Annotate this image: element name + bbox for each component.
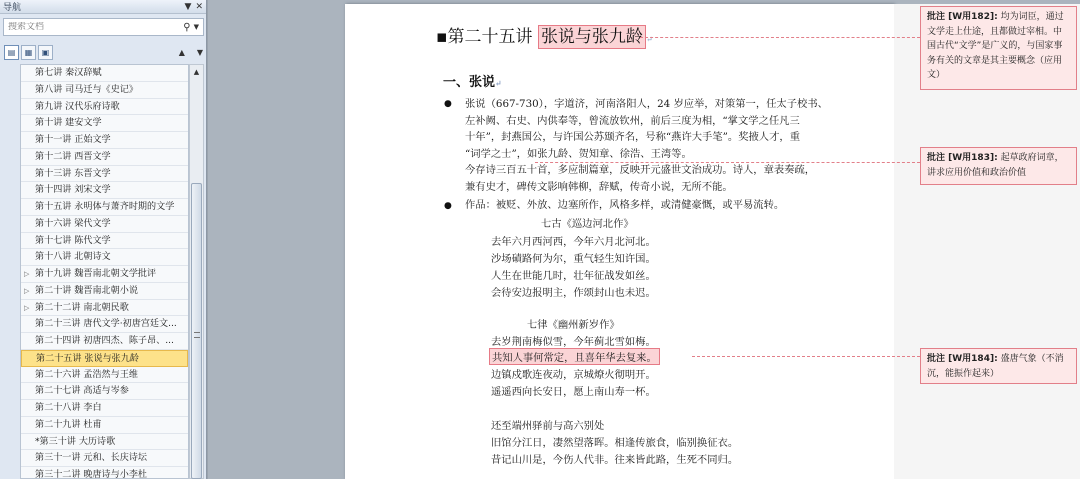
- nav-item[interactable]: 第二十六讲 孟浩然与王维: [21, 367, 188, 384]
- nav-item[interactable]: ▷ 第二十讲 魏晋南北朝小说: [21, 283, 188, 300]
- nav-item[interactable]: 第二十三讲 唐代文学·初唐宫廷文...: [21, 316, 188, 333]
- bio-paragraph[interactable]: [465, 96, 828, 196]
- heading-list: [20, 64, 189, 479]
- nav-item[interactable]: 第十一讲 正始文学: [21, 132, 188, 149]
- search-icon[interactable]: ⚲: [183, 21, 191, 33]
- comment-balloon[interactable]: [920, 6, 1077, 90]
- nav-item[interactable]: 第二十七讲 高适与岑参: [21, 383, 188, 400]
- thumbnails-icon: ▦: [24, 47, 33, 57]
- nav-item[interactable]: 第二十四讲 初唐四杰、陈子昂、...: [21, 333, 188, 350]
- previous-heading-icon[interactable]: ▲: [178, 47, 185, 57]
- nav-item[interactable]: 第十七讲 陈代文学: [21, 233, 188, 250]
- headings-icon: ▤: [7, 47, 16, 57]
- next-heading-icon[interactable]: ▼: [196, 47, 203, 57]
- comment-balloon[interactable]: [920, 147, 1077, 185]
- title-highlight[interactable]: 张说与张九龄: [538, 25, 646, 49]
- bullet-icon: ●: [444, 99, 452, 109]
- section-heading[interactable]: 一、张说↵: [443, 75, 502, 90]
- scroll-up-icon[interactable]: ▲: [193, 68, 200, 76]
- comment-text: 均为词臣，通过文学走上仕途，且都做过宰相。中国古代“文学”是广义的，与国家事务有关的文章是其主要概念（应用文）: [927, 12, 1064, 80]
- bio-line: 兼有史才，碑传文影响韩柳，辞赋，传奇小说，无所不能。: [465, 180, 733, 193]
- nav-header: [0, 0, 206, 14]
- chevron-down-icon[interactable]: ▼: [193, 23, 199, 31]
- comment-label: 批注 [W用182]:: [927, 12, 998, 22]
- poem-line[interactable]: 去年六月西河西，今年六月北河北。: [491, 236, 656, 248]
- comment-connector: [640, 37, 920, 38]
- nav-options-icon[interactable]: ▼: [184, 1, 192, 12]
- comment-text: 起草政府词章，讲求应用价值和政治价值: [927, 153, 1064, 178]
- works-paragraph[interactable]: 作品：被贬、外放、边塞所作，风格多样，或清健豪慨，或平易流转。: [465, 199, 785, 211]
- headings-view-tab[interactable]: [4, 45, 19, 60]
- bio-line: “词学之士”，如张九龄、贺知章、徐浩、王湾等。: [465, 147, 692, 160]
- nav-view-tabs: [4, 44, 203, 60]
- comment-balloon[interactable]: [920, 348, 1077, 384]
- nav-item[interactable]: 第十二讲 西晋文学: [21, 149, 188, 166]
- results-icon: ▣: [41, 47, 50, 57]
- nav-item[interactable]: 第十八讲 北朝诗文: [21, 249, 188, 266]
- poem-title[interactable]: 还至端州驿前与高六别处: [491, 420, 605, 432]
- poem-line[interactable]: 遥遥西向长安日，愿上南山寿一杯。: [491, 386, 656, 398]
- bio-line: 今存诗三百五十首，多应制篇章，反映开元盛世文治成功。诗人，章表奏疏，: [465, 164, 816, 177]
- comment-label: 批注 [W用184]:: [927, 354, 998, 364]
- nav-item[interactable]: 第十五讲 永明体与萧齐时期的文学: [21, 199, 188, 216]
- nav-item[interactable]: 第十讲 建安文学: [21, 115, 188, 132]
- page-title[interactable]: [436, 22, 653, 47]
- comment-label: 批注 [W用183]:: [927, 153, 998, 163]
- scrollbar-thumb[interactable]: [191, 183, 202, 479]
- nav-item[interactable]: 第三十二讲 晚唐诗与小李杜: [21, 467, 188, 479]
- poem-line[interactable]: 旧馆分江日，凄然望落晖。相逢传旅食，临别换征衣。: [491, 437, 739, 449]
- poem-line[interactable]: 边镇戍歌连夜动，京城燎火彻明开。: [491, 369, 656, 381]
- expand-triangle-icon[interactable]: ▷: [24, 286, 30, 295]
- pages-view-tab[interactable]: [21, 45, 36, 60]
- poem-line[interactable]: 会待安边报明主，作颂封山也未迟。: [491, 287, 656, 299]
- bio-line: 十年”，封燕国公，与许国公苏颋齐名，号称“燕许大手笔”。奖掖人才，重: [465, 131, 800, 144]
- nav-item[interactable]: 第二十九讲 杜甫: [21, 417, 188, 434]
- bullet-icon: ●: [444, 201, 452, 211]
- nav-scrollbar[interactable]: [189, 64, 204, 479]
- poem-line[interactable]: 沙场磧路何为尔，重气轻生知许国。: [491, 253, 656, 265]
- nav-title: 导航: [3, 3, 22, 13]
- poem-line[interactable]: 昔记山川是，今伤人代非。往来皆此路，生死不同归。: [491, 454, 739, 466]
- nav-item[interactable]: ▷ 第二十二讲 南北朝民歌: [21, 300, 188, 317]
- nav-item[interactable]: 第七讲 秦汉辞赋: [21, 65, 188, 82]
- nav-item-selected[interactable]: 第二十五讲 张说与张九龄: [21, 350, 188, 367]
- paragraph-mark-icon: ↵: [645, 35, 653, 44]
- bullet-icon: ▪: [436, 27, 448, 47]
- poem-title[interactable]: 七古《巡边河北作》: [541, 218, 634, 230]
- nav-item[interactable]: 第九讲 汉代乐府诗歌: [21, 99, 188, 116]
- nav-item[interactable]: 第十三讲 东晋文学: [21, 166, 188, 183]
- nav-search-box[interactable]: [3, 18, 204, 36]
- comment-text: 盛唐气象（不消沉，能振作起来）: [927, 354, 1064, 379]
- bio-line: 左补阙、右史、内供奉等，曾流放钦州，前后三度为相，“掌文学之任凡三: [465, 114, 800, 127]
- nav-item[interactable]: ▷ 第十九讲 魏晋南北朝文学批评: [21, 266, 188, 283]
- paragraph-mark-icon: ↵: [495, 78, 502, 88]
- nav-item[interactable]: 第八讲 司马迁与《史记》: [21, 82, 188, 99]
- expand-triangle-icon[interactable]: ▷: [24, 303, 30, 312]
- title-prefix: 第二十五讲: [447, 27, 533, 47]
- comment-connector: [535, 162, 920, 163]
- nav-item[interactable]: 第三十一讲 元和、长庆诗坛: [21, 450, 188, 467]
- navigation-pane: [0, 0, 207, 479]
- nav-item[interactable]: 第二十八讲 李白: [21, 400, 188, 417]
- poem-line[interactable]: 去岁荆南梅似雪，今年蓟北雪如梅。: [491, 336, 656, 348]
- nav-item[interactable]: *第三十讲 大历诗歌: [21, 434, 188, 451]
- highlighted-poem-line[interactable]: 共知人事何常定，且喜年华去复来。: [489, 348, 660, 365]
- nav-item[interactable]: 第十四讲 刘宋文学: [21, 182, 188, 199]
- search-input[interactable]: [8, 22, 181, 32]
- results-view-tab[interactable]: [38, 45, 53, 60]
- close-icon[interactable]: ✕: [195, 1, 203, 12]
- grip-icon: [194, 332, 200, 338]
- expand-triangle-icon[interactable]: ▷: [24, 270, 30, 278]
- bio-line: 张说（667-730），字道济，河南洛阳人，24 岁应举，对策第一，任太子校书、: [465, 98, 828, 110]
- nav-arrows: [179, 48, 203, 57]
- nav-item[interactable]: 第十六讲 梁代文学: [21, 216, 188, 233]
- comment-connector: [692, 356, 920, 357]
- poem-line[interactable]: 人生在世能几时，壮年征战发如丝。: [491, 270, 656, 282]
- poem-title[interactable]: 七律《幽州新岁作》: [527, 319, 620, 331]
